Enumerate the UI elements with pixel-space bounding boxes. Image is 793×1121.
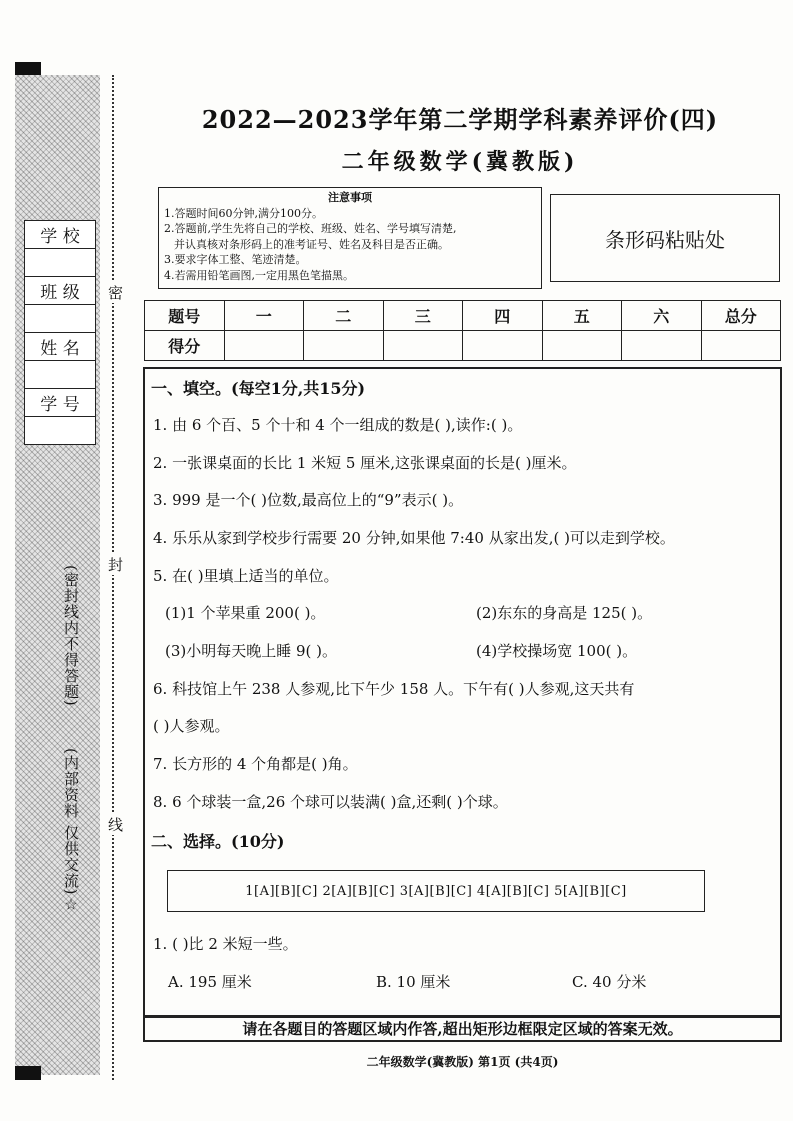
question-1-1: 1. 由 6 个百、5 个十和 4 个一组成的数是( ),读作:( )。 [153, 416, 523, 434]
school-field[interactable] [25, 249, 96, 277]
student-id-label: 学 号 [25, 389, 96, 417]
option-c: C. 40 分米 [572, 973, 647, 991]
score-cell[interactable] [383, 331, 463, 361]
score-cell[interactable] [542, 331, 622, 361]
barcode-area [550, 194, 780, 282]
seal-char-feng: 封 [108, 556, 124, 574]
score-header: 题号 [145, 301, 225, 331]
question-1-3: 3. 999 是一个( )位数,最高位上的“9”表示( )。 [153, 491, 464, 509]
school-label: 学 校 [25, 221, 96, 249]
question-1-5-1: (1)1 个苹果重 200( )。 [165, 604, 326, 622]
notice-item: 1.答题时间60分钟,满分100分。 [164, 206, 323, 220]
option-a: A. 195 厘米 [168, 973, 252, 991]
question-1-5-2: (2)东东的身高是 125( )。 [476, 604, 653, 622]
score-header: 四 [463, 301, 543, 331]
question-1-8: 8. 6 个球装一盒,26 个球可以装满( )盒,还剩( )个球。 [153, 793, 508, 811]
notice-item: 并认真核对条形码上的准考证号、姓名及科目是否正确。 [174, 237, 449, 251]
exam-title: 2022—2023学年第二学期学科素养评价(四) [201, 105, 719, 134]
score-header: 二 [304, 301, 384, 331]
question-1-2: 2. 一张课桌面的长比 1 米短 5 厘米,这张课桌面的长是( )厘米。 [153, 454, 577, 472]
question-1-4: 4. 乐乐从家到学校步行需要 20 分钟,如果他 7:40 从家出发,( )可以走到学校。 [153, 529, 675, 547]
answer-area-warning: 请在各题目的答题区域内作答,超出矩形边框限定区域的答案无效。 [143, 1017, 782, 1042]
seal-dotted-line [112, 75, 114, 1080]
question-1-5: 5. 在( )里填上适当的单位。 [153, 567, 339, 585]
score-cell[interactable] [224, 331, 304, 361]
name-field[interactable] [25, 361, 96, 389]
choice-answer-box[interactable] [167, 870, 705, 912]
option-b: B. 10 厘米 [376, 973, 451, 991]
seal-char-mi: 密 [108, 284, 124, 302]
name-label: 姓 名 [25, 333, 96, 361]
score-cell[interactable] [463, 331, 543, 361]
question-1-6-cont: ( )人参观。 [153, 717, 230, 735]
page-footer: 二年级数学(冀教版) 第1页 (共4页) [366, 1055, 559, 1069]
notice-item: 2.答题前,学生先将自己的学校、班级、姓名、学号填写清楚, [164, 222, 457, 235]
barcode-label: 条形码粘贴处 [605, 227, 725, 252]
registration-mark-bottom [15, 1066, 41, 1080]
score-header: 一 [224, 301, 304, 331]
registration-mark-top [15, 62, 41, 76]
notice-item: 4.若需用铅笔画图,一定用黑色笔描黑。 [164, 268, 354, 282]
score-header: 六 [622, 301, 702, 331]
exam-subtitle: 二年级数学(冀教版) [341, 149, 579, 175]
score-cell[interactable] [622, 331, 702, 361]
choice-answer-options: 1[A][B][C] 2[A][B][C] 3[A][B][C] 4[A][B][C] 5[A][B][C] [245, 883, 627, 899]
notice-heading: 注意事项 [328, 191, 372, 204]
class-label: 班 级 [25, 277, 96, 305]
question-2-1: 1. ( )比 2 米短一些。 [153, 935, 298, 953]
score-header: 三 [383, 301, 463, 331]
question-1-5-4: (4)学校操场宽 100( )。 [476, 642, 638, 660]
seal-char-xian: 线 [108, 816, 124, 834]
section2-heading: 二、选择。(10分) [151, 832, 285, 851]
question-1-6: 6. 科技馆上午 238 人参观,比下午少 158 人。下午有( )人参观,这天共有 [153, 680, 635, 698]
notice-item: 3.要求字体工整、笔迹清楚。 [164, 253, 307, 266]
score-header: 五 [542, 301, 622, 331]
score-row-label: 得分 [145, 331, 225, 361]
score-header: 总分 [701, 301, 781, 331]
seal-note-no-answer: (密封线内不得答题) [62, 565, 80, 707]
seal-note-internal: (内部资料 仅供交流)☆ [62, 748, 80, 915]
question-1-7: 7. 长方形的 4 个角都是( )角。 [153, 755, 358, 773]
student-id-field[interactable] [25, 417, 96, 445]
score-cell[interactable] [304, 331, 384, 361]
question-1-5-3: (3)小明每天晚上睡 9( )。 [165, 642, 338, 660]
notice-box [158, 187, 542, 289]
section1-heading: 一、填空。(每空1分,共15分) [151, 379, 366, 398]
score-cell[interactable] [701, 331, 781, 361]
score-table [144, 300, 781, 361]
student-info-table [24, 220, 96, 445]
class-field[interactable] [25, 305, 96, 333]
